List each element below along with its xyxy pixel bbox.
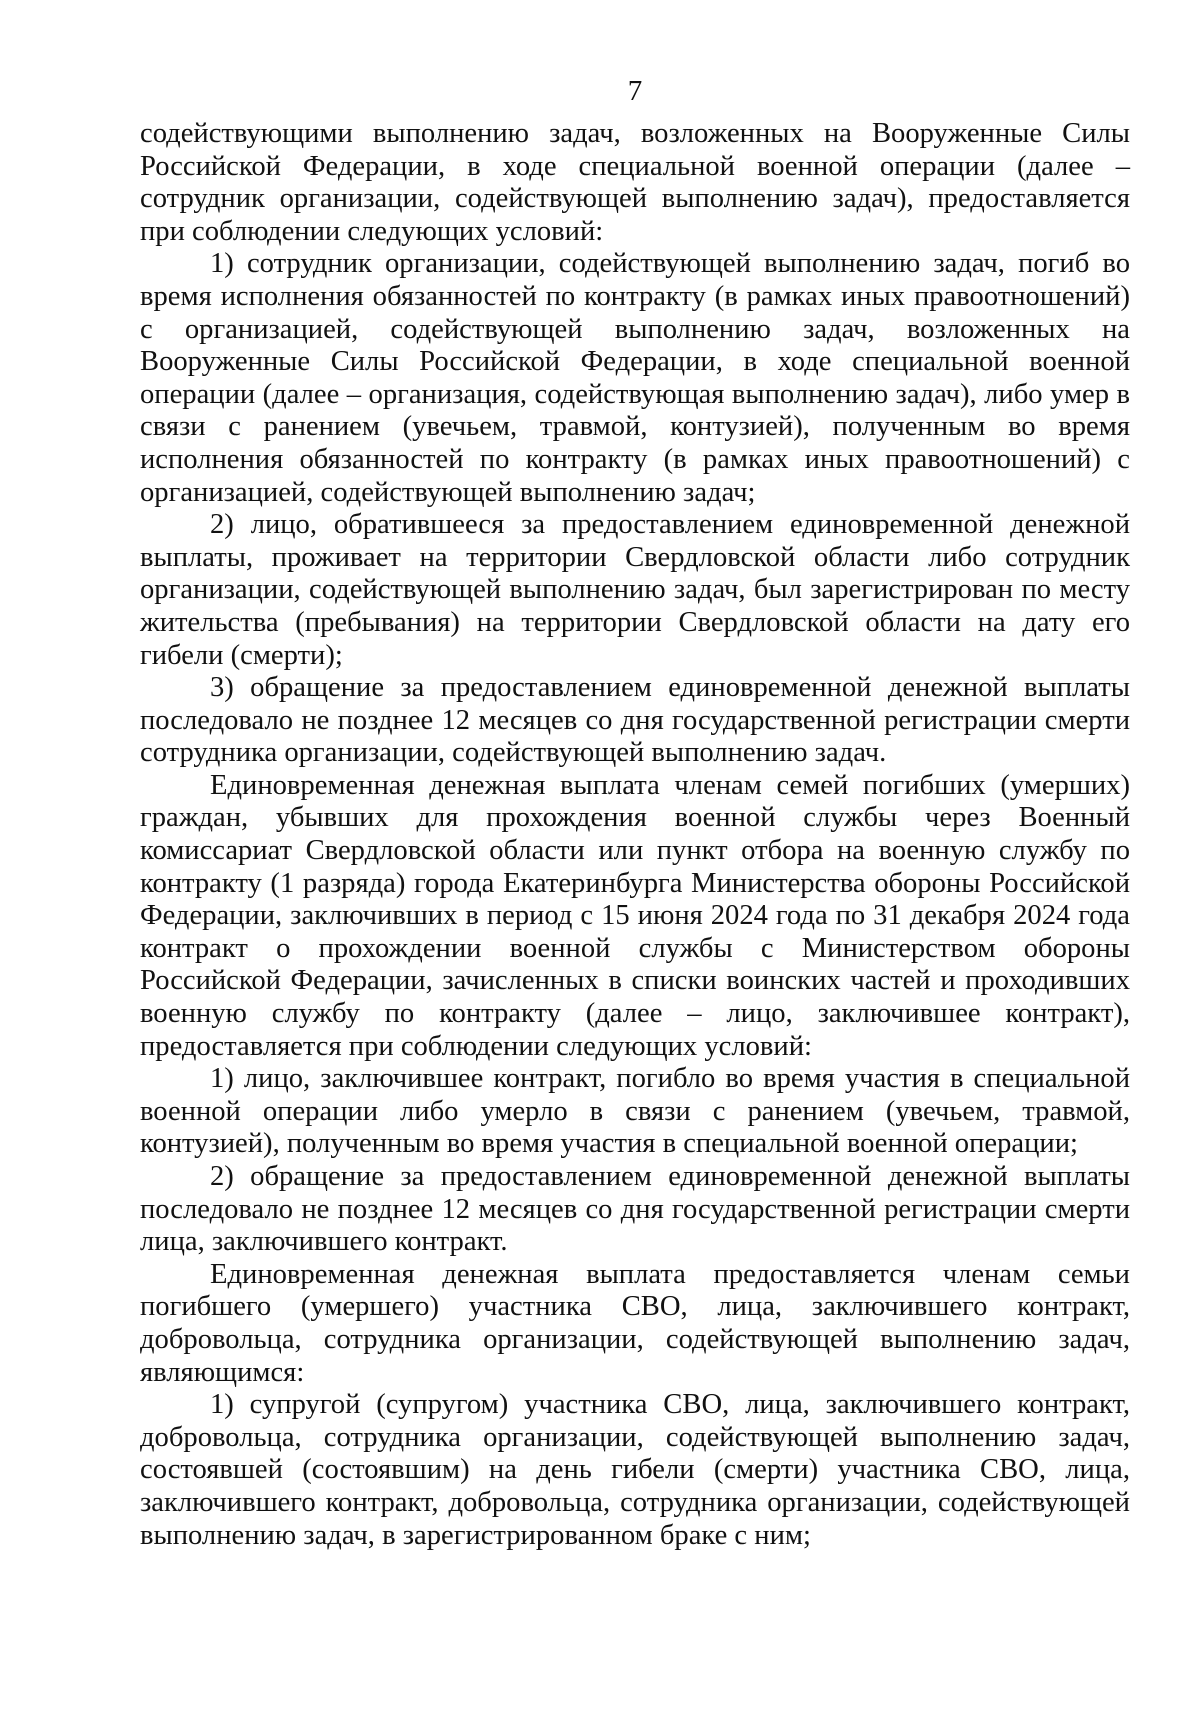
paragraph: 1) лицо, заключившее контракт, погибло во время участия в специальной военной операции либо умерло в связи с ранением (увечьем, травмой, контузией), полученным во время участия в специальной военной операции; <box>140 1063 1130 1160</box>
paragraph: 1) сотрудник организации, содействующей выполнению задач, погиб во время исполнения обязанностей по контракту (в рамках иных правоотношений) с организацией, содействующей выполнению задач, возложенных на Вооруженные Силы Российской Федерации, в ходе специальной военной операции (далее – организация, содействующая выполнению задач), либо умер в связи с ранением (увечьем, травмой, контузией), полученным во время исполнения обязанностей по контракту (в рамках иных правоотношений) с организацией, содействующей выполнению задач; <box>140 248 1130 508</box>
page-number: 7 <box>627 75 643 107</box>
paragraph: 2) лицо, обратившееся за предоставлением единовременной денежной выплаты, проживает на территории Свердловской области либо сотрудник организации, содействующей выполнению задач, был зарегистрирован по месту жительства (пребывания) на территории Свердловской области на дату его гибели (смерти); <box>140 509 1130 671</box>
paragraph: Единовременная денежная выплата членам семей погибших (умерших) граждан, убывших для прохождения военной службы через Военный комиссариат Свердловской области или пункт отбора на военную службу по контракту (1 разряда) города Екатеринбурга Министерства обороны Российской Федерации, заключивших в период с 15 июня 2024 года по 31 декабря 2024 года контракт о прохождении военной службы с Министерством обороны Российской Федерации, зачисленных в списки воинских частей и проходивших военную службу по контракту (далее – лицо, заключившее контракт), предоставляется при соблюдении следующих условий: <box>140 769 1130 1062</box>
paragraph: содействующими выполнению задач, возложенных на Вооруженные Силы Российской Федерации, в ходе специальной военной операции (далее – сотрудник организации, содействующей выполнению задач), предоставляется при соблюдении следующих условий: <box>140 118 1130 247</box>
paragraph: 2) обращение за предоставлением единовременной денежной выплаты последовало не позднее 12 месяцев со дня государственной регистрации смерти лица, заключившего контракт. <box>140 1161 1130 1258</box>
document-body <box>140 118 1130 1552</box>
paragraph: Единовременная денежная выплата предоставляется членам семьи погибшего (умершего) участника СВО, лица, заключившего контракт, добровольца, сотрудника организации, содействующей выполнению задач, являющимся: <box>140 1258 1130 1388</box>
paragraph: 1) супругой (супругом) участника СВО, лица, заключившего контракт, добровольца, сотрудника организации, содействующей выполнению задач, состоявшей (состоявшим) на день гибели (смерти) участника СВО, лица, заключившего контракт, добровольца, сотрудника организации, содействующей выполнению задач, в зарегистрированном браке с ним; <box>140 1389 1130 1551</box>
paragraph: 3) обращение за предоставлением единовременной денежной выплаты последовало не позднее 12 месяцев со дня государственной регистрации смерти сотрудника организации, содействующей выполнению задач. <box>140 672 1130 769</box>
